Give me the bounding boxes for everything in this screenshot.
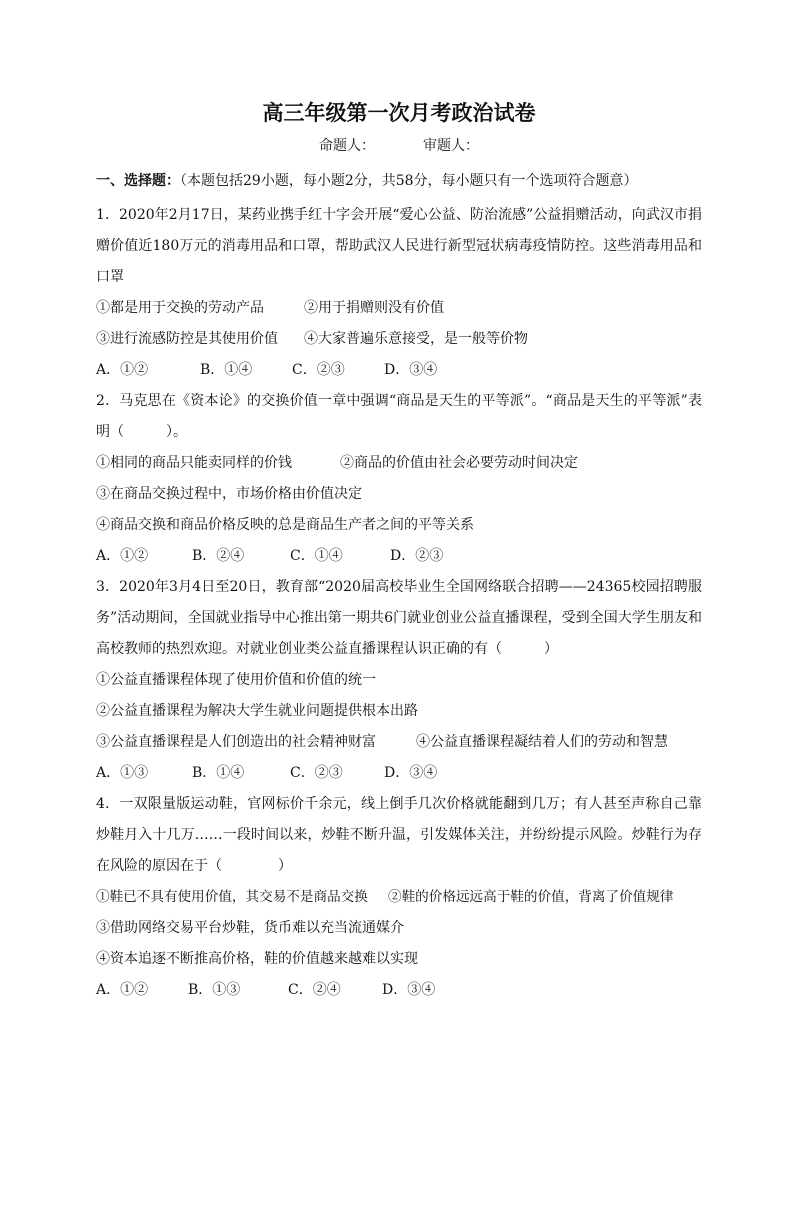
page-title: 高三年级第一次月考政治试卷 [262,100,536,125]
option-2: ②公益直播课程为解决大学生就业问题提供根本出路 [96,703,418,719]
answer-c[interactable]: C．②④ [288,982,341,998]
answer-choices [96,758,702,789]
option-4: ④大家普遍乐意接受，是一般等价物 [304,331,528,347]
answer-b[interactable]: B．①④ [200,362,253,378]
option-line [96,727,702,758]
option-line [96,665,702,696]
option-line [96,324,702,355]
option-3: ③借助网络交易平台炒鞋，货币难以充当流通媒介 [96,920,404,936]
question-2 [96,386,702,572]
question-1 [96,200,702,386]
section-heading [96,170,702,192]
answer-a[interactable]: A．①③ [96,765,149,781]
answer-b[interactable]: B．②④ [192,548,245,564]
answer-b[interactable]: B．①④ [192,765,245,781]
section-title: 一、选择题： [96,173,180,189]
option-3: ③进行流感防控是其使用价值 [96,331,278,347]
question-stem: 3．2020年3月4日至20日，教育部“2020届高校毕业生全国网络联合招聘——24365校园招聘服务”活动期间，全国就业指导中心推出第一期共6门就业创业公益直播课程，受到全国大学生朋友和高校教师的热烈欢迎。对就业创业类公益直播课程认识正确的有（ ） [96,579,702,657]
question-4 [96,789,702,1006]
answer-d[interactable]: D．③④ [384,765,438,781]
option-1: ①公益直播课程体现了使用价值和价值的统一 [96,672,376,688]
option-line [96,913,702,944]
answer-d[interactable]: D．③④ [382,982,436,998]
option-line [96,479,702,510]
option-line [96,510,702,541]
option-1: ①鞋已不具有使用价值，其交易不是商品交换 [96,889,368,905]
answer-choices [96,541,702,572]
answer-d[interactable]: D．②③ [390,548,444,564]
option-1: ①都是用于交换的劳动产品 [96,300,264,316]
option-4: ④商品交换和商品价格反映的总是商品生产者之间的平等关系 [96,517,474,533]
option-1: ①相同的商品只能卖同样的价钱 [96,455,292,471]
question-3 [96,572,702,789]
author-line [96,136,702,156]
question-stem: 1．2020年2月17日，某药业携手红十字会开展“爱心公益、防治流感”公益捐赠活动，向武汉市捐赠价值近180万元的消毒用品和口罩，帮助武汉人民进行新型冠状病毒疫情防控。这些消毒用品和口罩 [96,207,702,285]
option-3: ③公益直播课程是人们创造出的社会精神财富 [96,734,376,750]
option-4: ④公益直播课程凝结着人们的劳动和智慧 [416,734,668,750]
option-line [96,293,702,324]
option-2: ②用于捐赠则没有价值 [304,300,444,316]
answer-c[interactable]: C．①④ [290,548,343,564]
option-2: ②鞋的价格远远高于鞋的价值，背离了价值规律 [388,889,674,905]
answer-b[interactable]: B．①③ [188,982,241,998]
option-line [96,944,702,975]
option-line [96,448,702,479]
option-4: ④资本追逐不断推高价格，鞋的价值越来越难以实现 [96,951,418,967]
answer-c[interactable]: C．②③ [292,362,345,378]
answer-a[interactable]: A．①② [96,362,149,378]
answer-c[interactable]: C．②③ [290,765,343,781]
answer-choices [96,355,702,386]
answer-a[interactable]: A．①② [96,548,149,564]
answer-a[interactable]: A．①② [96,982,149,998]
option-line [96,882,702,913]
proposer-label: 命题人： [319,138,375,154]
section-note: （本题包括29小题，每小题2分，共58分，每小题只有一个选项符合题意） [180,173,638,189]
option-line [96,696,702,727]
option-2: ②商品的价值由社会必要劳动时间决定 [340,455,578,471]
answer-choices [96,975,702,1006]
option-3: ③在商品交换过程中，市场价格由价值决定 [96,486,362,502]
reviewer-label: 审题人： [423,138,479,154]
answer-d[interactable]: D．③④ [384,362,438,378]
exam-page [0,99,794,1222]
question-stem: 2．马克思在《资本论》的交换价值一章中强调“商品是天生的平等派”。“商品是天生的平等派”表明（ ）。 [96,393,702,440]
question-stem: 4．一双限量版运动鞋，官网标价千余元，线上倒手几次价格就能翻到几万；有人甚至声称自己靠炒鞋月入十几万……一段时间以来，炒鞋不断升温，引发媒体关注，并纷纷提示风险。炒鞋行为存在风险的原因在于（ ） [96,796,702,874]
